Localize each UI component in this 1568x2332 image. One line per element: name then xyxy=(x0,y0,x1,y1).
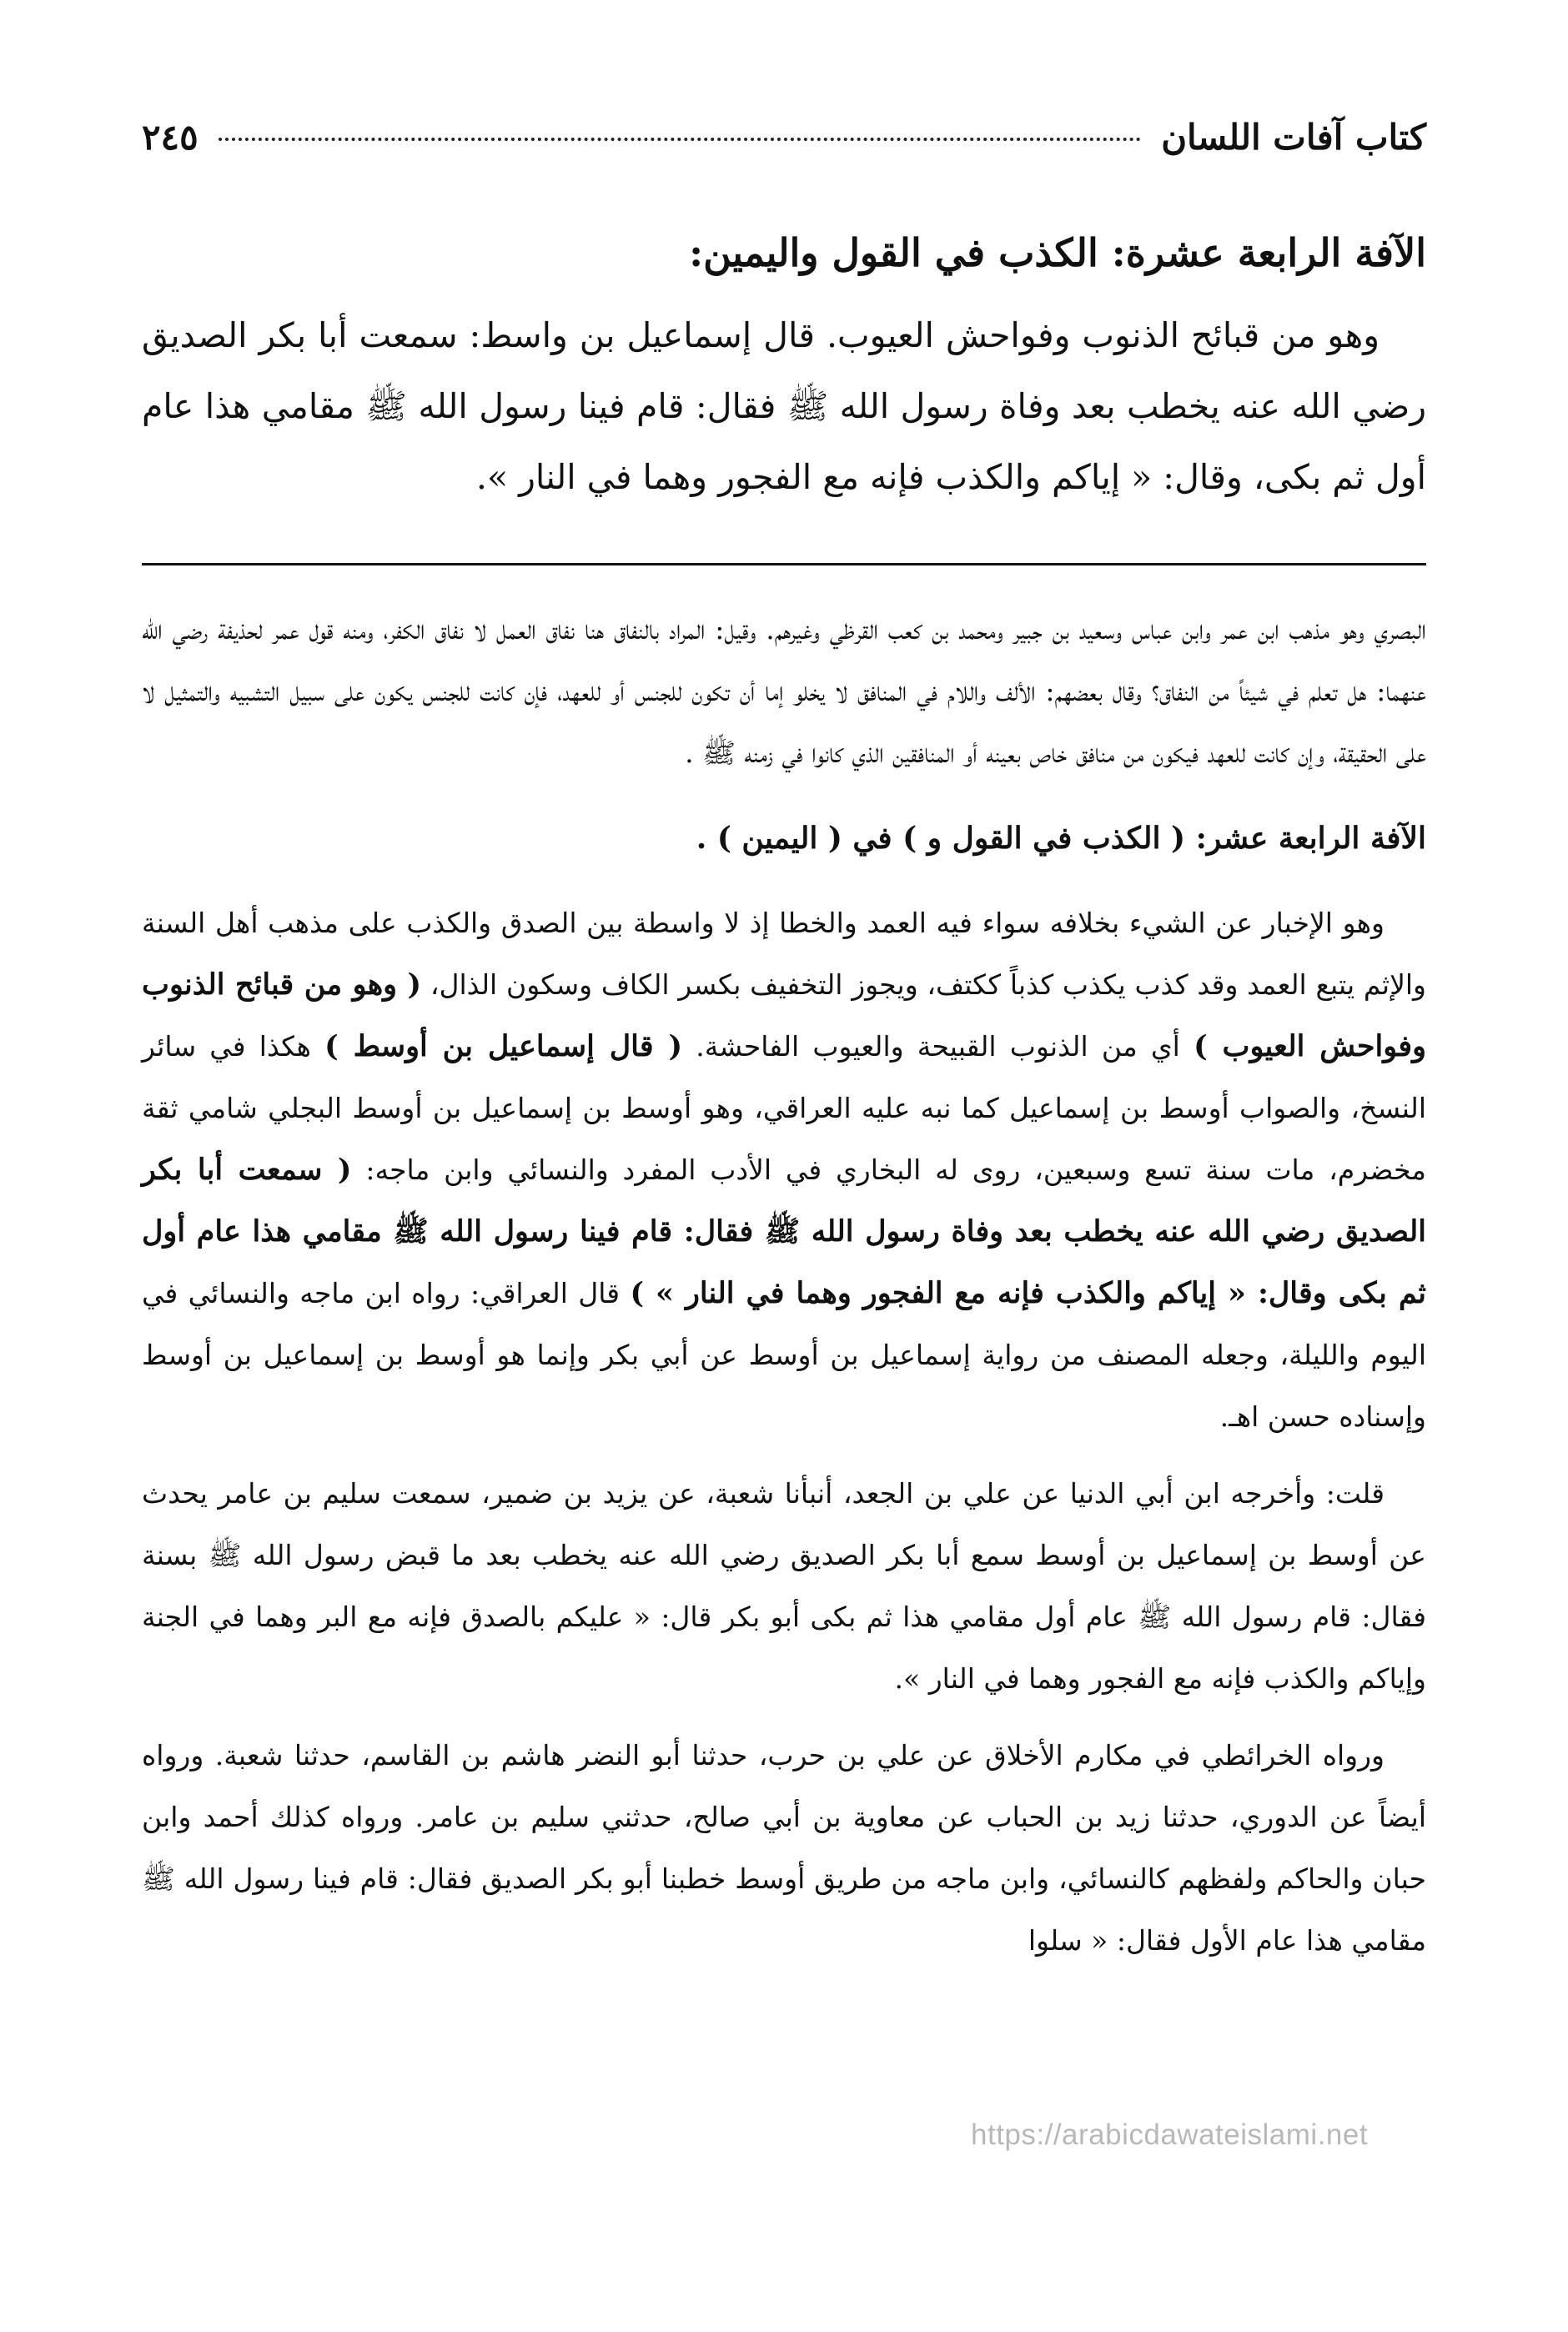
section-title: الآفة الرابعة عشرة: الكذب في القول واليمين: xyxy=(689,230,1426,275)
leader-dots xyxy=(219,138,1142,141)
text-run: وهو الإخبار عن الشيء بخلافه سواء فيه العمد والخطا إذ لا واسطة بين الصدق والكذب على مذهب أهل السنة والإثم يتبع العمد وقد كذب يكذب كذباً ككتف، ويجوز التخفيف بكسر الكاف وسكون الذال، xyxy=(142,907,1426,1001)
book-title: كتاب آفات اللسان xyxy=(1161,117,1426,158)
commentary-paragraph-3: قلت: وأخرجه ابن أبي الدنيا عن علي بن الجعد، أنبأنا شعبة، عن يزيد بن ضمير، سمعت سليم بن عامر يحدث عن أوسط بن إسماعيل بن أوسط سمع أبا بكر الصديق رضي الله عنه يخطب بعد ما قبض رسول الله ﷺ بسنة فقال: قام رسول الله ﷺ عام أول مقامي هذا ثم بكى أبو بكر قال: « عليكم بالصدق فإنه مع البر وهما في الجنة وإياكم والكذب فإنه مع الفجور وهما في النار ». xyxy=(142,1477,1426,1695)
quoted-text: ( سمعت أبا بكر الصديق رضي الله عنه يخطب بعد وفاة رسول الله ﷺ فقال: قام فينا رسول الله ﷺ مقامي هذا عام أول ثم بكى وقال: « إياكم والكذب فإنه مع الفجور وهما في النار » ) xyxy=(142,1153,1426,1310)
commentary-paragraph-2 xyxy=(142,892,1426,1448)
commentary-paragraph-1: البصري وهو مذهب ابن عمر وابن عباس وسعيد بن جبير ومحمد بن كعب القرظي وغيرهم. وقيل: المراد بالنفاق هنا نفاق العمل لا نفاق الكفر، ومنه قول عمر لحذيفة رضي الله عنهما: هل تعلم في شيئاً من النفاق؟ وقال بعضهم: الألف واللام في المنافق لا يخلو إما أن تكون للجنس أو للعهد، فإن كانت للجنس يكون على سبيل التشبيه والتمثيل لا على الحقيقة، وإن كانت للعهد فيكون من منافق خاص بعينه أو المنافقين الذي كانوا في زمنه ﷺ . xyxy=(142,613,1426,769)
watermark-url: https://arabicdawateislami.net xyxy=(971,2118,1369,2151)
commentary xyxy=(142,599,1426,1972)
commentary-subtitle: الآفة الرابعة عشر: ( الكذب في القول و ) في ( اليمين ) . xyxy=(696,821,1426,856)
running-header xyxy=(142,117,1426,175)
text-run: أي من الذنوب القبيحة والعيوب الفاحشة. xyxy=(682,1030,1194,1063)
text-run: هكذا في سائر النسخ، والصواب أوسط بن إسماعيل كما نبه عليه العراقي، وهو أوسط بن إسماعيل بن أوسط البجلي شامي ثقة مخضرم، مات سنة تسع وسبعين، روى له البخاري في الأدب المفرد والنسائي وابن ماجه: xyxy=(142,1030,1426,1186)
quoted-text: ( وهو من قبائح الذنوب وفواحش العيوب ) xyxy=(142,967,1426,1063)
text-run: قال العراقي: رواه ابن ماجه والنسائي في اليوم والليلة، وجعله المصنف من رواية إسماعيل بن أوسط عن أبي بكر وإنما هو أوسط بن إسماعيل بن أوسط وإسناده حسن اهـ. xyxy=(142,1277,1426,1433)
commentary-paragraph-4: ورواه الخرائطي في مكارم الأخلاق عن علي بن حرب، حدثنا أبو النضر هاشم بن القاسم، حدثنا شعبة. ورواه أيضاً عن الدوري، حدثنا زيد بن الحباب عن معاوية بن أبي صالح، حدثني سليم بن عامر. ورواه كذلك أحمد وابن حبان والحاكم ولفظهم كالنسائي، وابن ماجه من طريق أوسط خطبنا أبو بكر الصديق فقال: قام فينا رسول الله ﷺ مقامي هذا عام الأول فقال: « سلوا xyxy=(142,1739,1426,1957)
quoted-text: ( قال إسماعيل بن أوسط ) xyxy=(324,1029,683,1063)
main-paragraph: وهو من قبائح الذنوب وفواحش العيوب. قال إسماعيل بن واسط: سمعت أبا بكر الصديق رضي الله عنه يخطب بعد وفاة رسول الله ﷺ فقال: قام فينا رسول الله ﷺ مقامي هذا عام أول ثم بكى، وقال: « إياكم والكذب فإنه مع الفجور وهما في النار ». xyxy=(142,315,1426,497)
separator-rule xyxy=(142,563,1426,565)
page-number: ٢٤٥ xyxy=(142,117,199,158)
book-page xyxy=(142,117,1426,1972)
main-text xyxy=(142,300,1426,513)
